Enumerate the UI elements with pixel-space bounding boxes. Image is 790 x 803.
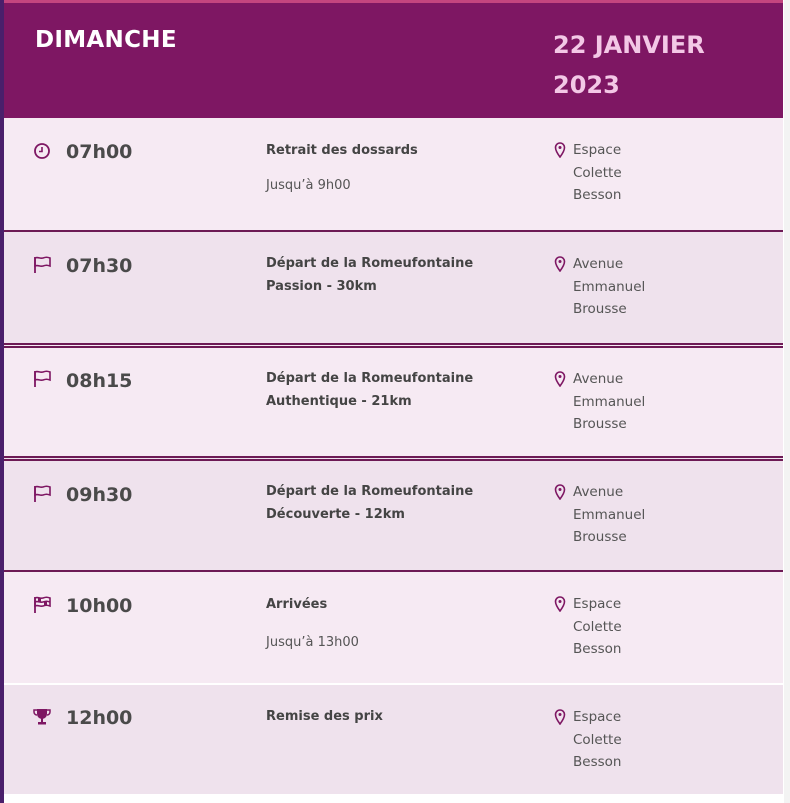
event-title [266, 253, 506, 298]
location-line: Colette [573, 164, 622, 181]
schedule-row [4, 685, 783, 794]
date-label: 22 JANVIER 2023 [553, 31, 705, 99]
location-line: Espace [573, 142, 622, 158]
location-line: Avenue [573, 484, 624, 500]
scrollbar-track[interactable] [784, 0, 790, 803]
location-pin-icon [554, 142, 566, 158]
flag-icon [33, 485, 53, 505]
schedule-row [4, 572, 783, 683]
event-title-line: Passion - 30km [266, 278, 377, 294]
event-location [573, 593, 693, 661]
event-time: 10h00 [66, 595, 133, 617]
schedule-row [4, 118, 783, 230]
checkered-flag-icon [33, 596, 53, 616]
location-line: Espace [573, 709, 622, 725]
event-title-line: Arrivées [266, 597, 328, 612]
location-line: Brousse [573, 416, 627, 432]
location-pin-icon [554, 371, 566, 387]
schedule-row [4, 348, 783, 456]
event-time: 08h15 [66, 370, 133, 392]
location-line: Emmanuel [573, 393, 646, 410]
location-line: Avenue [573, 256, 624, 272]
event-location [573, 481, 693, 549]
clock-icon [33, 142, 53, 162]
event-title [266, 706, 506, 729]
location-pin-icon [554, 256, 566, 272]
event-title-line: Remise des prix [266, 709, 383, 724]
location-line: Avenue [573, 371, 624, 387]
event-location [573, 368, 693, 436]
event-subtitle: Jusqu’à 9h00 [266, 178, 351, 193]
day-label: DIMANCHE [35, 27, 177, 53]
event-title [266, 140, 506, 163]
event-title-line: Authentique - 21km [266, 393, 412, 409]
trophy-icon [33, 708, 53, 728]
flag-icon [33, 370, 53, 390]
event-location [573, 706, 693, 774]
location-pin-icon [554, 709, 566, 725]
location-line: Colette [573, 731, 622, 748]
location-line: Emmanuel [573, 506, 646, 523]
event-title-line: Découverte - 12km [266, 506, 405, 522]
event-title-line: Départ de la Romeufontaine [266, 484, 474, 499]
schedule-table [4, 0, 783, 794]
location-line: Besson [573, 641, 622, 657]
location-line: Brousse [573, 529, 627, 545]
event-title [266, 594, 506, 617]
event-time: 07h30 [66, 255, 133, 277]
location-line: Besson [573, 754, 622, 770]
schedule-row [4, 232, 783, 343]
schedule-header [4, 0, 783, 118]
event-time: 07h00 [66, 141, 133, 163]
event-location [573, 139, 693, 207]
schedule-row [4, 461, 783, 570]
event-location [573, 253, 693, 321]
location-line: Besson [573, 187, 622, 203]
location-line: Espace [573, 596, 622, 612]
event-time: 09h30 [66, 484, 133, 506]
location-line: Brousse [573, 301, 627, 317]
location-line: Emmanuel [573, 278, 646, 295]
event-title-line: Retrait des dossards [266, 143, 418, 158]
event-title [266, 368, 506, 413]
event-title-line: Départ de la Romeufontaine [266, 371, 474, 386]
location-pin-icon [554, 484, 566, 500]
event-title-line: Départ de la Romeufontaine [266, 256, 474, 271]
location-line: Colette [573, 618, 622, 635]
event-time: 12h00 [66, 707, 133, 729]
flag-icon [33, 256, 53, 276]
event-title [266, 481, 506, 526]
event-subtitle: Jusqu’à 13h00 [266, 635, 359, 650]
location-pin-icon [554, 596, 566, 612]
